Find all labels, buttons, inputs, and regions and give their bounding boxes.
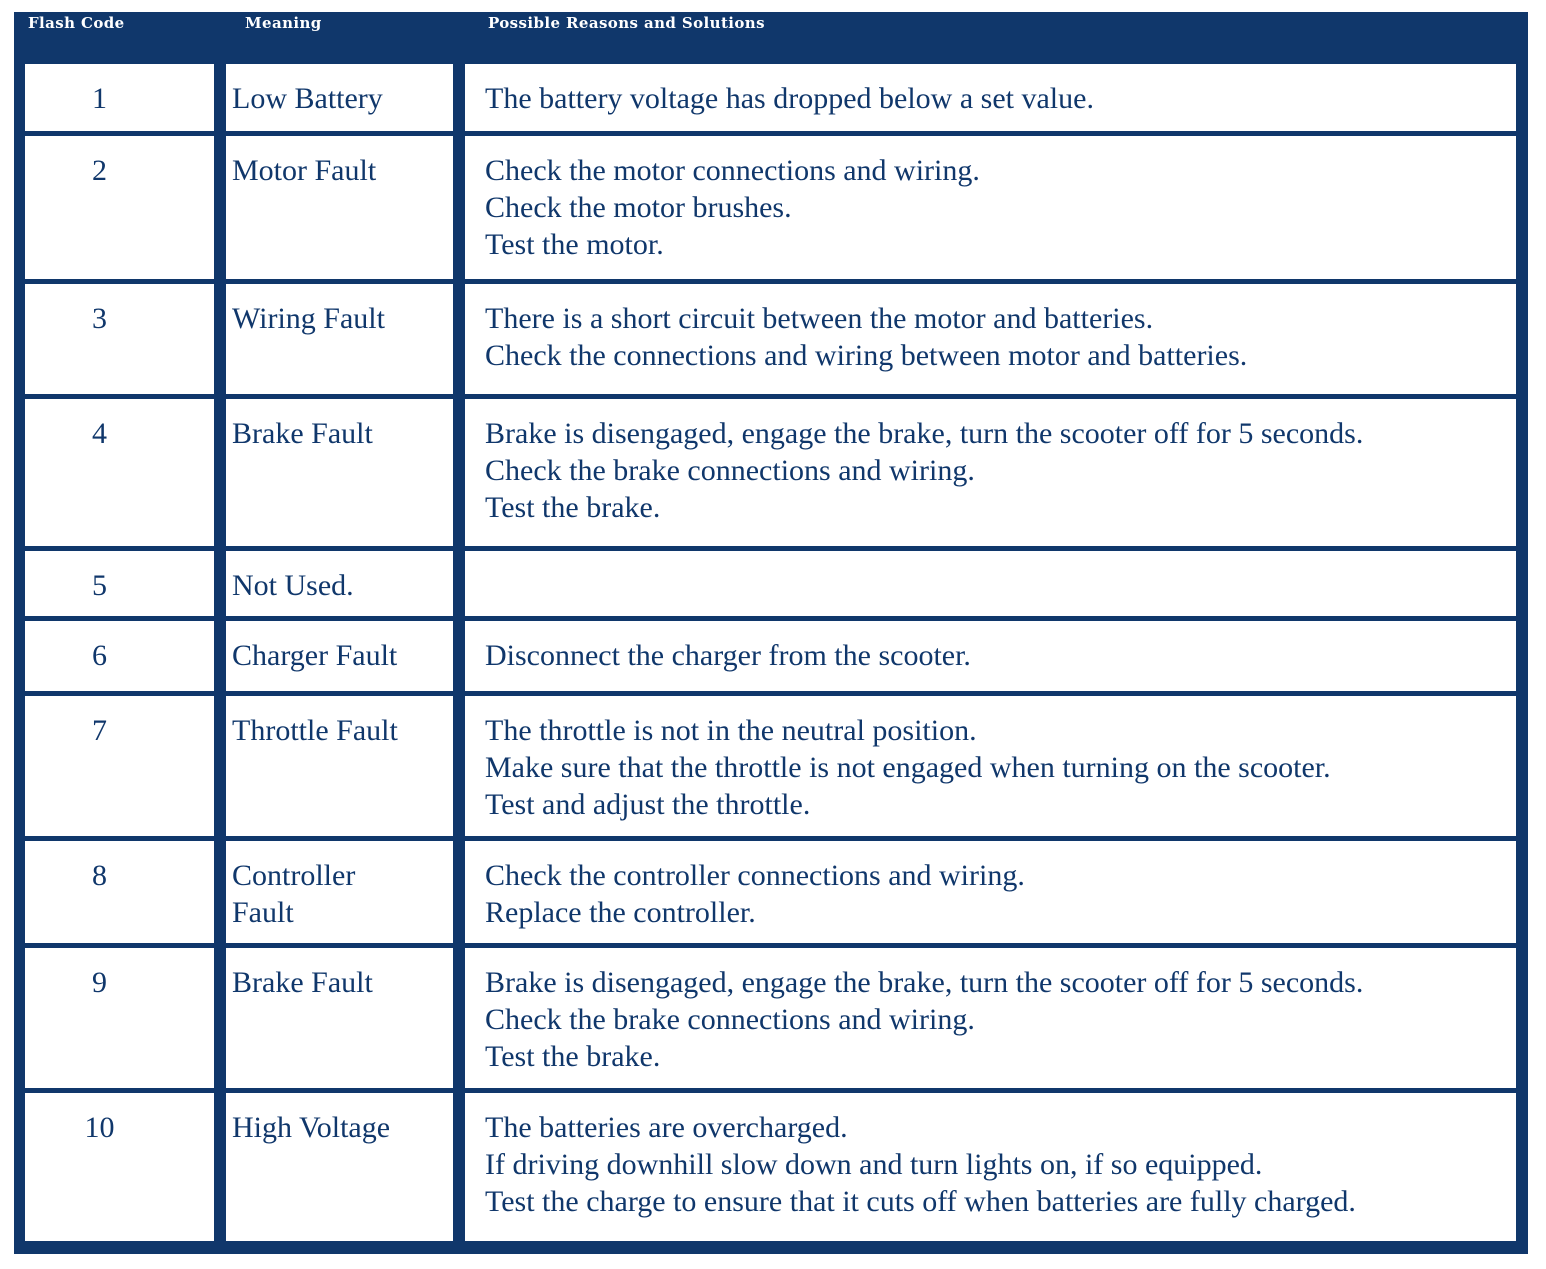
solution-line: The battery voltage has dropped below a set value.	[485, 82, 1094, 115]
meaning-text: Motor Fault	[232, 154, 377, 187]
solution-line: Test and adjust the throttle.	[485, 788, 811, 821]
solutions-cell	[465, 136, 1516, 279]
header-flash-code: Flash Code	[28, 14, 125, 32]
meaning-cell	[226, 136, 453, 279]
solution-line: Check the brake connections and wiring.	[485, 454, 975, 487]
flash-code-value: 6	[92, 639, 107, 672]
solution-line: Test the brake.	[485, 1040, 661, 1073]
meaning-cell	[226, 399, 453, 546]
flash-code-value: 2	[92, 154, 107, 187]
meaning-text: High Voltage	[232, 1111, 391, 1144]
flash-code-cell	[25, 1093, 214, 1241]
solution-line: Test the brake.	[485, 491, 661, 524]
flash-code-cell	[25, 64, 214, 131]
solutions-cell	[465, 1093, 1516, 1241]
solution-line: Disconnect the charger from the scooter.	[485, 639, 971, 672]
flash-code-cell	[25, 399, 214, 546]
meaning-cell	[226, 1093, 453, 1241]
solution-line: Test the motor.	[485, 228, 664, 261]
meaning-text: Brake Fault	[232, 966, 373, 999]
solution-line: Brake is disengaged, engage the brake, turn the scooter off for 5 seconds.	[485, 417, 1364, 450]
solutions-cell	[465, 948, 1516, 1088]
meaning-text: Brake Fault	[232, 417, 373, 450]
solution-line: Check the connections and wiring between motor and batteries.	[485, 339, 1248, 372]
solution-line: There is a short circuit between the motor and batteries.	[485, 302, 1154, 335]
solution-line: Check the motor brushes.	[485, 191, 792, 224]
solutions-cell	[465, 399, 1516, 546]
solution-line: Check the motor connections and wiring.	[485, 154, 980, 187]
solution-line: Check the controller connections and wiring.	[485, 859, 1025, 892]
flash-code-value: 4	[92, 417, 107, 450]
solution-line: Test the charge to ensure that it cuts off when batteries are fully charged.	[485, 1185, 1356, 1218]
meaning-cell	[226, 551, 453, 616]
flash-code-value: 1	[92, 82, 107, 115]
meaning-text: Low Battery	[232, 82, 383, 115]
meaning-cell	[226, 696, 453, 836]
solutions-cell	[465, 696, 1516, 836]
flash-code-table	[14, 12, 1528, 1254]
flash-code-cell	[25, 621, 214, 691]
flash-code-value: 8	[92, 859, 107, 892]
solutions-cell	[465, 841, 1516, 943]
meaning-text: Not Used.	[232, 569, 354, 602]
flash-code-value: 7	[92, 714, 107, 747]
meaning-text: Wiring Fault	[232, 302, 385, 335]
solutions-cell	[465, 284, 1516, 394]
meaning-cell	[226, 621, 453, 691]
solution-line: Check the brake connections and wiring.	[485, 1003, 975, 1036]
flash-code-cell	[25, 136, 214, 279]
solutions-cell	[465, 64, 1516, 131]
flash-code-cell	[25, 696, 214, 836]
solution-line: The throttle is not in the neutral position.	[485, 714, 977, 747]
solution-line: Make sure that the throttle is not engaged when turning on the scooter.	[485, 751, 1331, 784]
meaning-text: Controller	[232, 859, 356, 892]
solution-line: If driving downhill slow down and turn lights on, if so equipped.	[485, 1148, 1263, 1181]
solutions-cell	[465, 621, 1516, 691]
flash-code-cell	[25, 284, 214, 394]
header-meaning: Meaning	[245, 14, 322, 32]
meaning-cell	[226, 284, 453, 394]
meaning-text: Fault	[232, 896, 294, 929]
flash-code-cell	[25, 551, 214, 616]
flash-code-value: 10	[84, 1111, 115, 1144]
meaning-text: Charger Fault	[232, 639, 398, 672]
solution-line: Replace the controller.	[485, 896, 756, 929]
header-solutions: Possible Reasons and Solutions	[488, 14, 765, 32]
meaning-cell	[226, 948, 453, 1088]
flash-code-value: 3	[92, 302, 107, 335]
flash-code-cell	[25, 948, 214, 1088]
solution-line: Brake is disengaged, engage the brake, turn the scooter off for 5 seconds.	[485, 966, 1364, 999]
solutions-cell	[465, 551, 1516, 616]
meaning-text: Throttle Fault	[232, 714, 398, 747]
flash-code-value: 5	[92, 569, 107, 602]
meaning-cell	[226, 841, 453, 943]
flash-code-cell	[25, 841, 214, 943]
flash-code-value: 9	[92, 966, 107, 999]
solution-line: The batteries are overcharged.	[485, 1111, 848, 1144]
meaning-cell	[226, 64, 453, 131]
